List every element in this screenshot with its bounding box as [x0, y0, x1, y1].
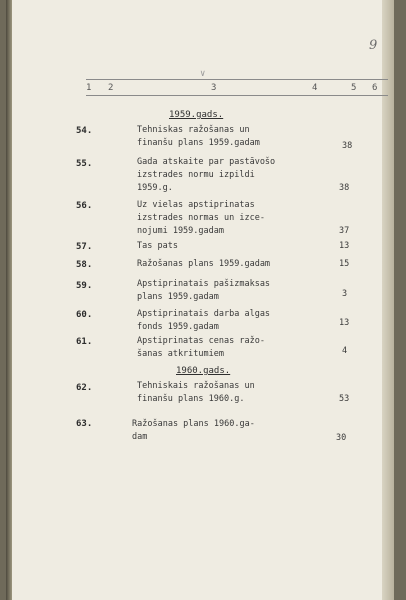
column-header-6: 6 [372, 83, 378, 93]
document-page [6, 0, 394, 600]
record-sheet-count: 13 [339, 241, 350, 251]
record-sheet-count: 38 [339, 183, 350, 193]
record-description: Apstiprinatais darba algas fonds 1959.gadam [137, 309, 271, 332]
record-sheet-count: 3 [342, 289, 348, 299]
record-number: 59. [76, 281, 93, 291]
record-sheet-count: 13 [339, 318, 350, 328]
section-heading-1959: 1959.gads. [169, 110, 224, 120]
record-description: Tas pats [137, 241, 178, 251]
record-number: 63. [76, 419, 93, 429]
record-description: Apstiprinatas cenas ražo- šanas atkritumiem [137, 336, 265, 359]
record-number: 58. [76, 260, 93, 270]
record-number: 61. [76, 337, 93, 347]
record-sheet-count: 30 [336, 433, 347, 443]
section-heading-1960: 1960.gads. [176, 366, 231, 376]
record-description: Ražošanas plans 1960.ga- dam [132, 419, 255, 442]
column-header-3: 3 [211, 83, 217, 93]
record-number: 57. [76, 242, 93, 252]
record-description: Apstiprinatais pašizmaksas plans 1959.gadam [137, 279, 271, 302]
record-description: Uz vielas apstiprinatas izstrades normas un izce- nojumi 1959.gadam [137, 200, 265, 236]
column-header-1: 1 [86, 83, 92, 93]
binding-spine [6, 0, 12, 600]
page-number: 9 [369, 38, 378, 53]
record-number: 56. [76, 201, 93, 211]
record-sheet-count: 53 [339, 394, 350, 404]
record-sheet-count: 4 [342, 346, 348, 356]
record-number: 54. [76, 126, 93, 136]
record-description: Tehniskais ražošanas un finanšu plans 1960.g. [137, 381, 255, 404]
column-tick-mark: ∨ [200, 69, 206, 79]
record-number: 55. [76, 159, 93, 169]
table-header-rule [86, 95, 388, 96]
column-header-4: 4 [312, 83, 318, 93]
record-number: 62. [76, 383, 93, 393]
page-edge [382, 0, 394, 600]
record-number: 60. [76, 310, 93, 320]
table-top-rule [86, 79, 388, 80]
record-description: Gada atskaite par pastāvošo izstrades normu izpildi 1959.g. [137, 157, 276, 193]
record-description: Ražošanas plans 1959.gadam [137, 259, 271, 269]
record-sheet-count: 37 [339, 226, 350, 236]
record-sheet-count: 38 [342, 141, 353, 151]
column-header-2: 2 [108, 83, 114, 93]
record-description: Tehniskas ražošanas un finanšu plans 1959.gadam [137, 125, 260, 148]
column-header-5: 5 [351, 83, 357, 93]
record-sheet-count: 15 [339, 259, 350, 269]
